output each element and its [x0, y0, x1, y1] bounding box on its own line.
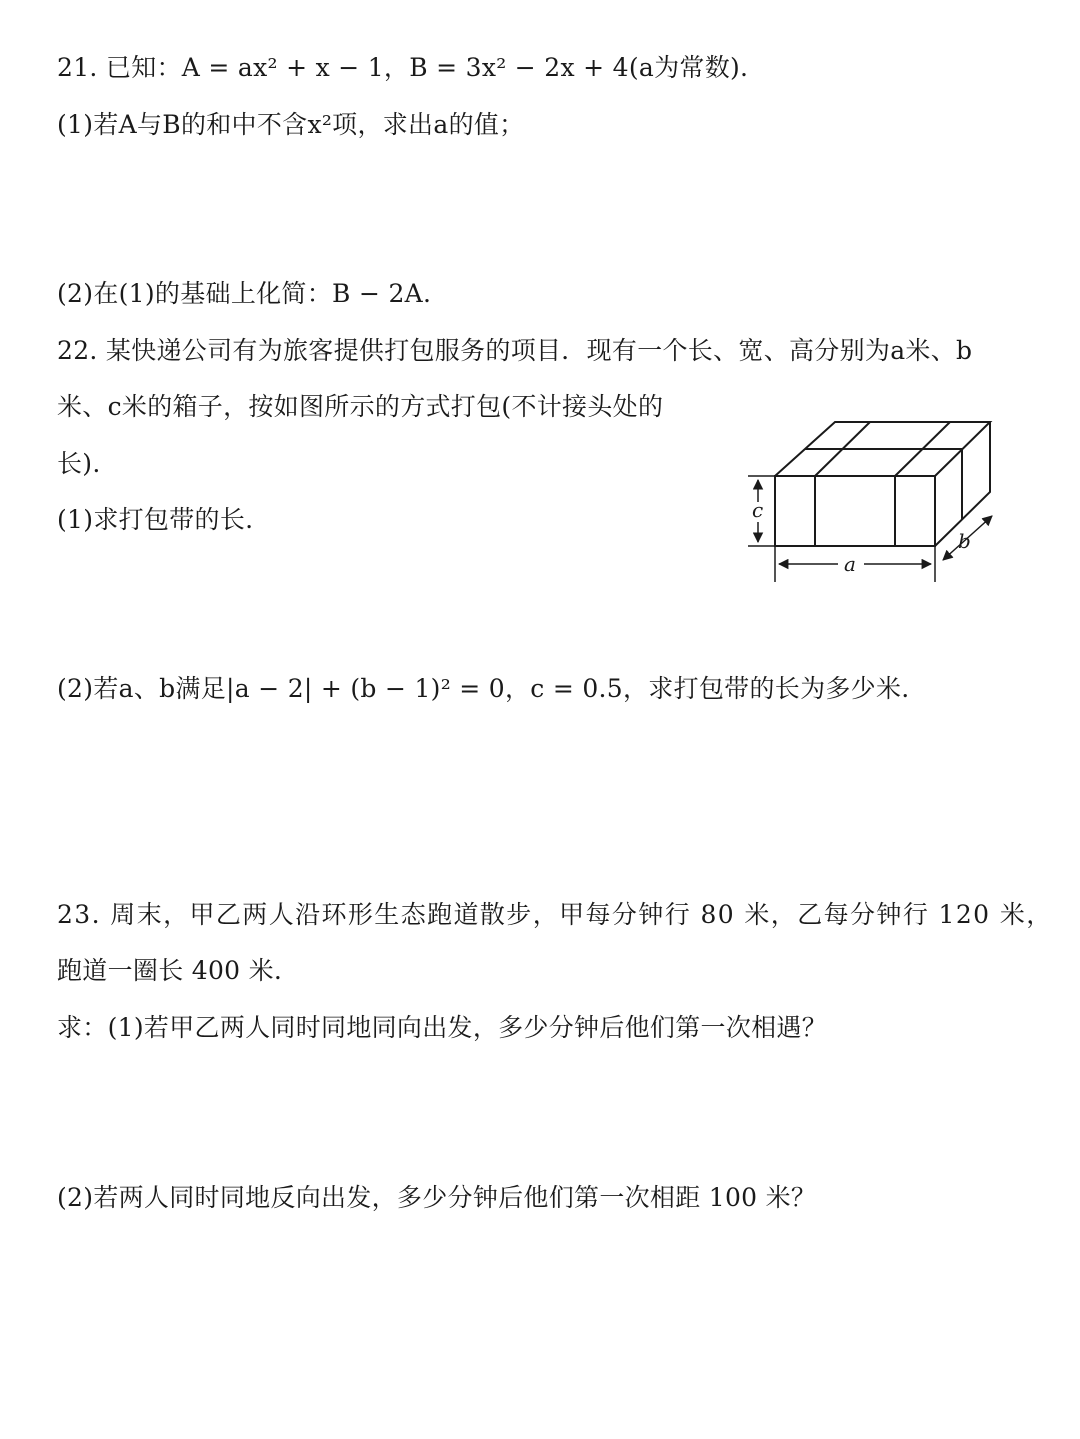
q22-part2: (2)若a、b满足|a − 2| + (b − 1)² = 0，c = 0.5，求打包带的长为多少米. [57, 674, 910, 703]
q21-part1: (1)若A与B的和中不含x²项，求出a的值； [57, 110, 525, 139]
q23-stem-line1: 23. 周末，甲乙两人沿环形生态跑道散步，甲每分钟行 80 米，乙每分钟行 120 米， [57, 900, 1053, 929]
box-diagram [740, 412, 1010, 587]
box-front-face [775, 476, 935, 546]
q21-part2: (2)在(1)的基础上化简：B − 2A. [57, 279, 432, 308]
label-a: a [844, 552, 856, 576]
q21-stem: 21. 已知：A = ax² + x − 1，B = 3x² − 2x + 4(a为常数). [57, 53, 749, 82]
q22-stem-line2: 米、c米的箱子，按如图所示的方式打包(不计接头处的 [57, 392, 664, 421]
q22-stem-line3: 长). [57, 449, 101, 478]
q22-part1: (1)求打包带的长. [57, 505, 254, 534]
label-c: c [752, 498, 764, 522]
q22-stem-line1: 22. 某快递公司有为旅客提供打包服务的项目．现有一个长、宽、高分别为a米、b [57, 336, 973, 365]
q23-part1: 求：(1)若甲乙两人同时同地同向出发，多少分钟后他们第一次相遇？ [57, 1013, 828, 1042]
q23-stem-line2: 跑道一圈长 400 米. [57, 956, 283, 985]
label-b: b [958, 529, 971, 553]
q23-part2: (2)若两人同时同地反向出发，多少分钟后他们第一次相距 100 米？ [57, 1183, 817, 1212]
box-packing-figure [740, 412, 1010, 587]
